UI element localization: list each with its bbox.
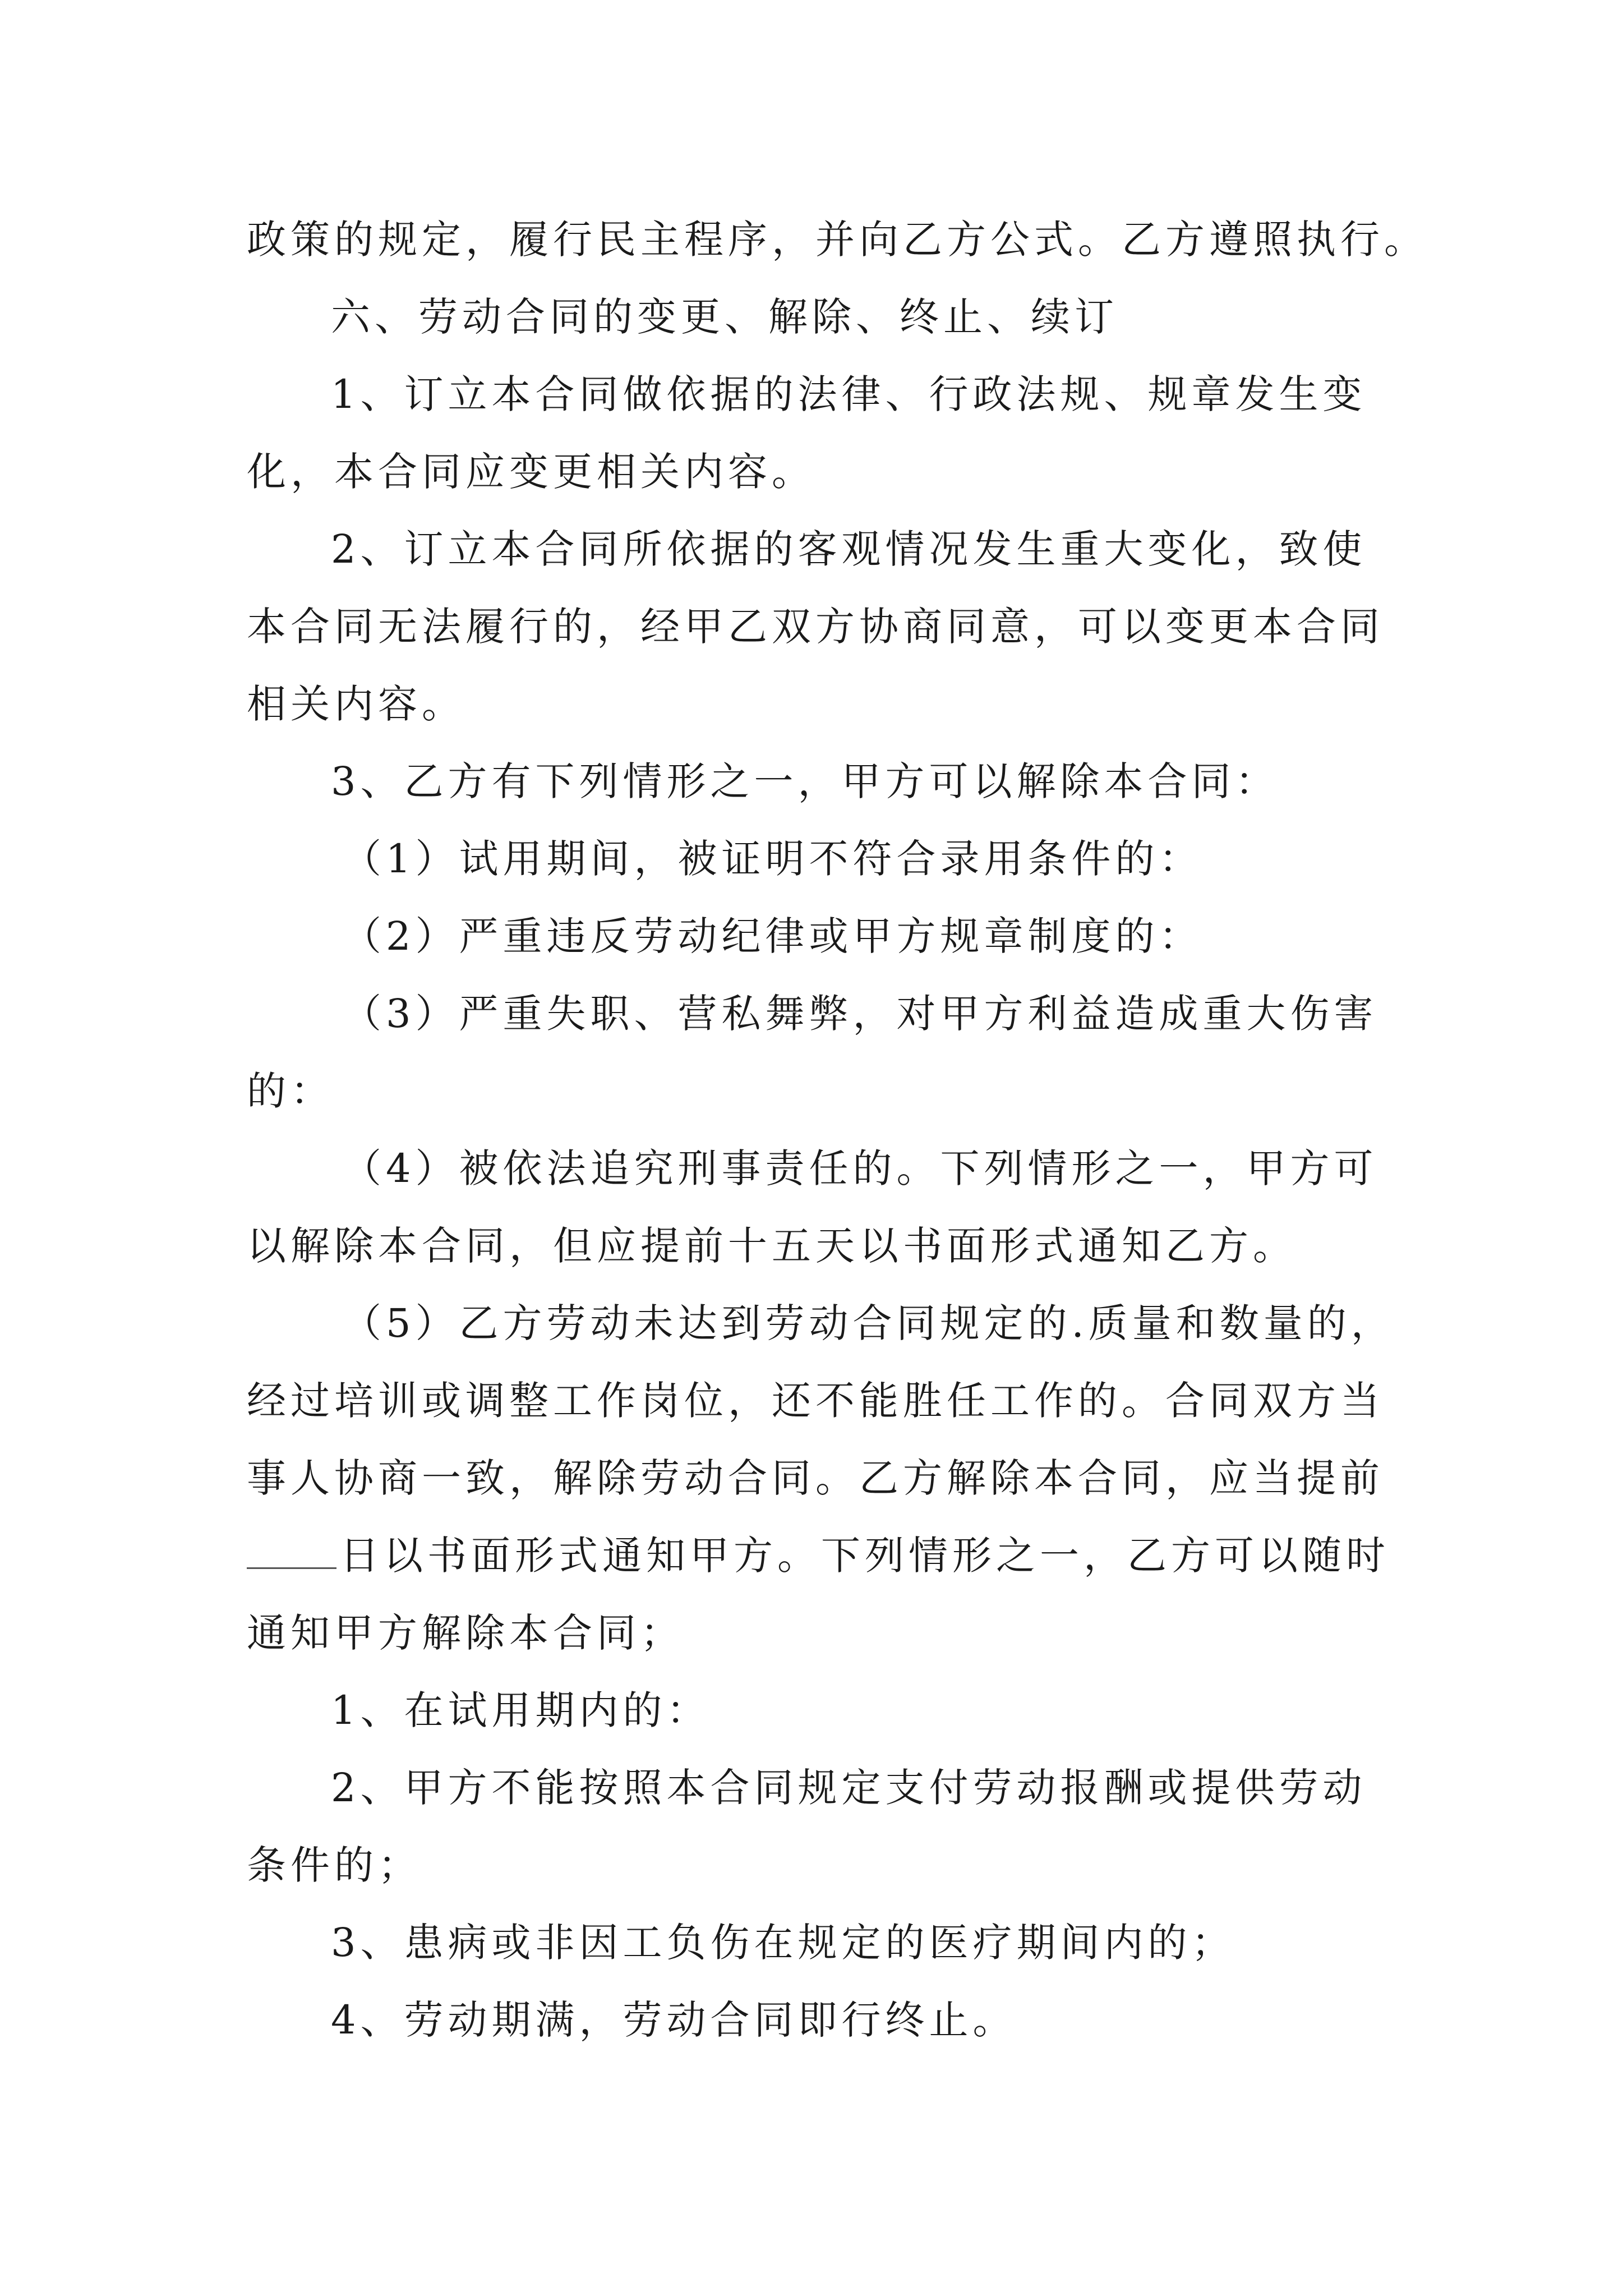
- text-line-16: 经过培训或调整工作岗位，还不能胜任工作的。合同双方当: [247, 1378, 1384, 1424]
- fill-in-blank: [247, 1534, 336, 1569]
- section-heading: 六、劳动合同的变更、解除、终止、续订: [331, 294, 1118, 340]
- text-line-15: （5）乙方劳动未达到劳动合同规定的.质量和数量的，: [342, 1300, 1395, 1346]
- text-line-18-text: 日以书面形式通知甲方。下列情形之一，乙方可以随时: [340, 1533, 1390, 1579]
- text-line-10: （2）严重违反劳动纪律或甲方规章制度的：: [342, 913, 1203, 959]
- text-line-21: 2、甲方不能按照本合同规定支付劳动报酬或提供劳动: [331, 1765, 1367, 1811]
- text-line-22: 条件的；: [247, 1842, 422, 1888]
- text-line-8: 3、乙方有下列情形之一，甲方可以解除本合同：: [331, 758, 1279, 804]
- text-line-1: 政策的规定，履行民主程序，并向乙方公式。乙方遵照执行。: [247, 217, 1428, 263]
- text-line-7: 相关内容。: [247, 681, 465, 727]
- text-line-17: 事人协商一致，解除劳动合同。乙方解除本合同，应当提前: [247, 1455, 1384, 1501]
- text-line-9: （1）试用期间，被证明不符合录用条件的：: [342, 836, 1203, 882]
- text-line-5: 2、订立本合同所依据的客观情况发生重大变化，致使: [331, 526, 1367, 572]
- text-line-14: 以解除本合同，但应提前十五天以书面形式通知乙方。: [247, 1223, 1297, 1269]
- text-line-11: （3）严重失职、营私舞弊，对甲方利益造成重大伤害: [342, 991, 1378, 1037]
- text-line-6: 本合同无法履行的，经甲乙双方协商同意，可以变更本合同: [247, 604, 1384, 650]
- text-line-13: （4）被依法追究刑事责任的。下列情形之一，甲方可: [342, 1145, 1378, 1191]
- text-line-24: 4、劳动期满，劳动合同即行终止。: [331, 1997, 1017, 2043]
- text-line-20: 1、在试用期内的：: [331, 1687, 711, 1733]
- text-line-23: 3、患病或非因工负伤在规定的医疗期间内的；: [331, 1920, 1235, 1966]
- text-line-18: [247, 1530, 1390, 1581]
- text-line-3: 1、订立本合同做依据的法律、行政法规、规章发生变: [331, 371, 1367, 417]
- text-line-19: 通知甲方解除本合同；: [247, 1610, 684, 1656]
- text-line-4: 化，本合同应变更相关内容。: [247, 449, 815, 495]
- text-line-12: 的：: [247, 1068, 334, 1114]
